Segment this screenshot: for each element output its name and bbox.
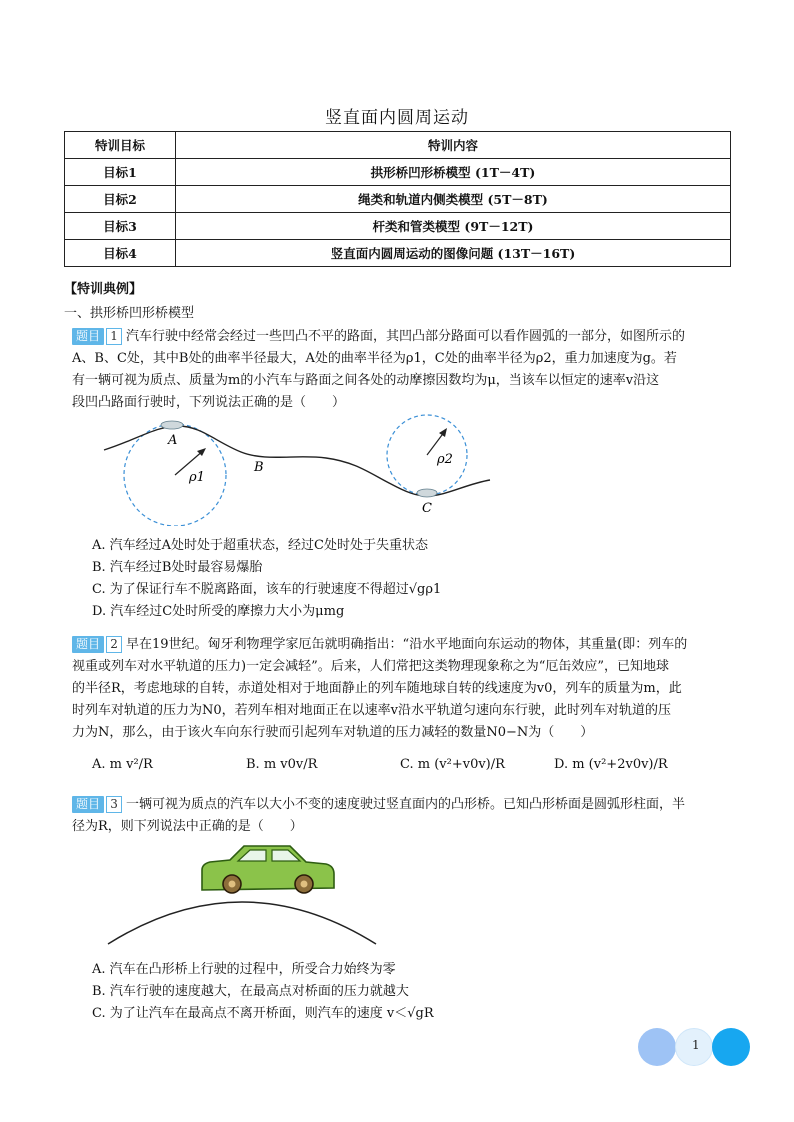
answer-option[interactable]: B. 汽车经过B处时最容易爆胎 [92, 560, 263, 575]
question-line: A、B、C处，其中B处的曲率半径最大，A处的曲率半径为ρ1，C处的曲率半径为ρ2，重力加速度为g。若 [72, 351, 677, 366]
page-title: 竖直面内圆周运动 [325, 108, 469, 128]
question-line: 力为N，那么，由于该火车向东行驶而引起列车对轨道的压力减轻的数量N0−N为（ ） [72, 725, 594, 740]
table-header-row [65, 132, 731, 159]
table-cell: 杆类和管类模型 (9T－12T) [176, 213, 731, 240]
section-heading: 【特训典例】 [64, 282, 143, 297]
table-cell: 目标4 [65, 240, 176, 267]
question-number: 2 [106, 636, 122, 653]
arrowhead-icon [439, 428, 447, 437]
point-label-a: A [168, 433, 178, 448]
training-targets-table [64, 131, 731, 267]
question-line: 有一辆可视为质点、质量为m的小汽车与路面之间各处的动摩擦因数均为μ，当该车以恒定的速率v沿这 [72, 373, 660, 388]
question-text: 一辆可视为质点的汽车以大小不变的速度驶过竖直面内的凸形桥。已知凸形桥面是圆弧形柱面，半 [126, 797, 686, 812]
answer-option[interactable]: A. 汽车在凸形桥上行驶的过程中，所受合力始终为零 [92, 962, 396, 977]
question-text: 早在19世纪。匈牙利物理学家厄缶就明确指出：“沿水平地面向东运动的物体，其重量(即：列车的 [126, 637, 688, 652]
page-number: 1 [692, 1038, 700, 1052]
question-text: 汽车行驶中经常会经过一些凹凸不平的路面，其凹凸部分路面可以看作圆弧的一部分，如图所示的 [126, 329, 686, 344]
question-1 [72, 326, 732, 414]
answer-options-row [92, 757, 712, 772]
question-tag: 题目 [72, 328, 104, 345]
car-icon [161, 421, 183, 429]
question-line [72, 326, 732, 348]
road-curve [104, 426, 490, 496]
question-line: 段凹凸路面行驶时，下列说法正确的是（ ） [72, 395, 346, 410]
page-circle-decor [712, 1028, 750, 1066]
radius-label-rho2: ρ2 [437, 452, 453, 467]
answer-option[interactable]: C. 为了让汽车在最高点不离开桥面，则汽车的速度 v＜√gR [92, 1006, 434, 1021]
car-icon [202, 846, 334, 893]
question-line: 的半径R，考虑地球的自转，赤道处相对于地面静止的列车随地球自转的线速度为v0，列车的质量为m，此 [72, 681, 682, 696]
bridge-arc [108, 902, 376, 944]
table-row [65, 240, 731, 267]
question-line: 视重或列车对水平轨道的压力)一定会减轻”。后来，人们常把这类物理现象称之为“厄缶效应”，已知地球 [72, 659, 670, 674]
table-row [65, 213, 731, 240]
answer-option[interactable]: B. 汽车行驶的速度越大，在最高点对桥面的压力就越大 [92, 984, 409, 999]
bumpy-road-figure [96, 414, 496, 526]
car-icon [417, 489, 437, 497]
question-line: 径为R，则下列说法中正确的是（ ） [72, 819, 303, 834]
question-number: 1 [106, 328, 122, 345]
table-cell: 目标1 [65, 159, 176, 186]
question-line: 时列车对轨道的压力为N0，若列车相对地面正在以速率v沿水平轨道匀速向东行驶，此时列车对轨道的压 [72, 703, 671, 718]
question-2 [72, 634, 732, 744]
convex-bridge-figure [104, 840, 380, 948]
table-cell: 拱形桥凹形桥模型 (1T－4T) [176, 159, 731, 186]
point-label-b: B [254, 460, 264, 475]
table-cell: 绳类和轨道内侧类模型 (5T－8T) [176, 186, 731, 213]
table-cell: 竖直面内圆周运动的图像问题 (13T－16T) [176, 240, 731, 267]
question-line [72, 634, 732, 656]
point-label-c: C [422, 501, 432, 516]
answer-option[interactable]: A. m v²/R [92, 757, 153, 772]
question-number: 3 [106, 796, 122, 813]
answer-option[interactable]: D. m (v²+2v0v)/R [554, 757, 668, 772]
table-cell: 目标3 [65, 213, 176, 240]
radius-label-rho1: ρ1 [189, 470, 205, 485]
table-cell: 目标2 [65, 186, 176, 213]
question-tag: 题目 [72, 796, 104, 813]
question-tag: 题目 [72, 636, 104, 653]
table-header-cell: 特训内容 [176, 132, 731, 159]
page-circle-decor [638, 1028, 676, 1066]
answer-option[interactable]: C. m (v²+v0v)/R [400, 757, 505, 772]
table-header-cell: 特训目标 [65, 132, 176, 159]
answer-option[interactable]: B. m v0v/R [246, 757, 318, 772]
subsection-heading: 一、拱形桥凹形桥模型 [64, 306, 195, 321]
table-row [65, 186, 731, 213]
answer-option[interactable]: A. 汽车经过A处时处于超重状态，经过C处时处于失重状态 [92, 538, 428, 553]
page-number-badge [638, 1028, 750, 1066]
answer-option[interactable]: C. 为了保证行车不脱离路面，该车的行驶速度不得超过√gρ1 [92, 582, 442, 597]
answer-option[interactable]: D. 汽车经过C处时所受的摩擦力大小为μmg [92, 604, 345, 619]
question-3 [72, 794, 732, 838]
question-line [72, 794, 732, 816]
table-row [65, 159, 731, 186]
